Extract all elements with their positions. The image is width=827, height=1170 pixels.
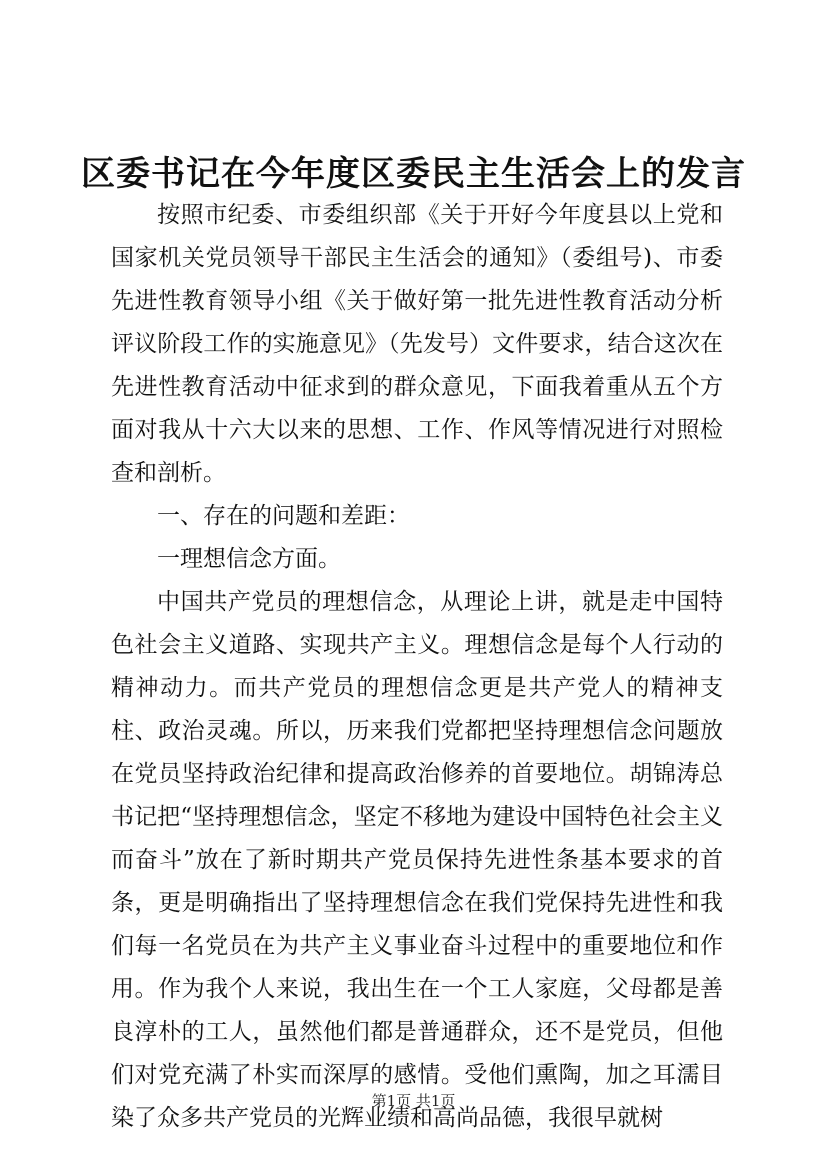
subsection-heading: 一理想信念方面。 xyxy=(157,546,341,572)
paragraph-intro: 按照市纪委、市委组织部《关于开好今年度县以上党和国家机关党员领导干部民主生活会的通知》（委组号)、市委先进性教育领导小组《关于做好第一批先进性教育活动分析评议阶段工作的实施意见》（先发号）文件要求，结合这次在先进性教育活动中征求到的群众意见，下面我着重从五个方面对我从十六大以来的思想、工作、作风等情况进行对照检查和剖析。 xyxy=(111,202,723,486)
paragraph-ideals: 中国共产党员的理想信念，从理论上讲，就是走中国特色社会主义道路、实现共产主义。理想信念是每个人行动的精神动力。而共产党员的理想信念更是共产党人的精神支柱、政治灵魂。所以，历来我们党都把坚持理想信念问题放在党员坚持政治纪律和提高政治修养的首要地位。胡锦涛总书记把“坚持理想信念，坚定不移地为建设中国特色社会主义而奋斗”放在了新时期共产党员保持先进性条基本要求的首条，更是明确指出了坚持理想信念在我们党保持先进性和我们每一名党员在为共产主义事业奋斗过程中的重要地位和作用。作为我个人来说，我出生在一个工人家庭，父母都是善良淳朴的工人，虽然他们都是普通群众，还不是党员，但他们对党充满了朴实而深厚的感情。受他们熏陶，加之耳濡目染了众多共产党员的光辉业绩和高尚品德，我很早就树 xyxy=(111,589,723,1131)
document-body xyxy=(111,194,723,1140)
section-heading: 一、存在的问题和差距： xyxy=(157,503,410,529)
page-number: 第1页 共1页 xyxy=(371,1092,456,1110)
document-title: 区委书记在今年度区委民主生活会上的发言 xyxy=(81,154,746,194)
